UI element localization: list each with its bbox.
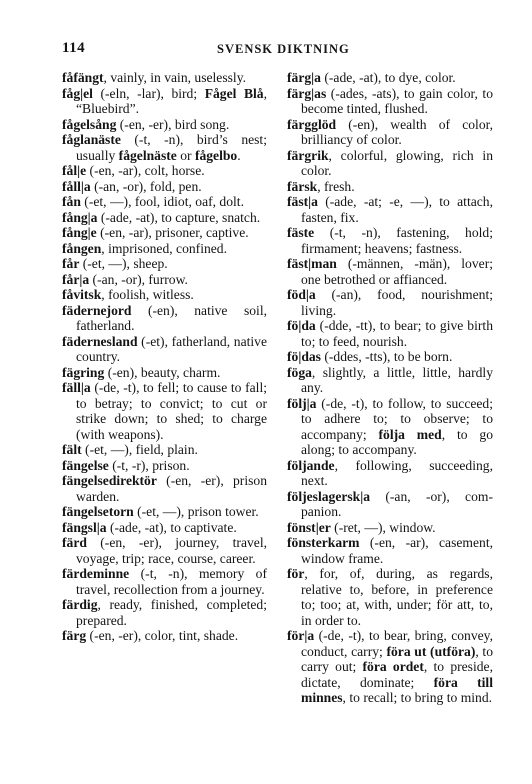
entry-headword: fö|das <box>287 349 321 364</box>
dictionary-entry <box>287 535 493 566</box>
dictionary-entry <box>62 179 267 195</box>
entry-headword: färd <box>62 535 87 550</box>
dictionary-entry <box>62 442 267 458</box>
entry-definition: (-dde, -tt), to bear; to give birth to; to feed, nourish. <box>301 318 493 349</box>
entry-headword: fången <box>62 240 102 256</box>
entry-definition: (-an, -or), companion. <box>301 488 493 519</box>
entry-definition: (-t, -n), fastening, hold; firmament; heavens; fastness. <box>301 225 493 256</box>
entry-definition: (-t, -n), memory of travel, recollection from a journey. <box>76 566 267 597</box>
entry-headword: föra ordet <box>362 659 424 674</box>
entry-headword: fäste <box>287 225 315 240</box>
entry-headword: fönsterkarm <box>287 535 360 550</box>
entry-headword: följa med <box>378 426 442 442</box>
entry-definition: (-eln, -lar), bird; <box>92 85 205 101</box>
dictionary-entry <box>287 225 493 256</box>
entry-headword: Fågel Blå <box>204 85 264 101</box>
entry-headword: fåglanäste <box>62 132 121 147</box>
dictionary-entry <box>62 535 267 566</box>
dictionary-entry <box>287 148 493 179</box>
dictionary-entry <box>287 256 493 287</box>
dictionary-entry <box>62 380 267 442</box>
entry-definition: (-et, —), sheep. <box>79 256 168 271</box>
dictionary-entry <box>62 86 267 117</box>
dictionary-entry <box>62 256 267 272</box>
dictionary-entry <box>62 628 267 644</box>
entry-headword: fägring <box>62 364 105 380</box>
entry-definition: (-an), food, nourishment; living. <box>301 287 493 318</box>
entry-definition: (-an, -or), fold, pen. <box>90 178 202 194</box>
entry-definition: (-en, -er), prison warden. <box>76 473 267 504</box>
dictionary-entry <box>62 287 267 303</box>
entry-headword: föra ut (utföra) <box>386 643 476 659</box>
entry-definition: (-en), beauty, charm. <box>104 364 221 380</box>
entry-definition: (-en, -er), journey, travel, voyage, trip; race, course, career. <box>76 535 267 566</box>
entry-headword: fån <box>62 194 81 209</box>
dictionary-entry <box>62 458 267 474</box>
entry-definition: , to recall; to bring to mind. <box>342 690 493 705</box>
entry-headword: fädernesland <box>62 333 138 349</box>
dictionary-entry <box>287 628 493 706</box>
right-column <box>287 70 493 706</box>
entry-definition: (-et, —), field, plain. <box>81 442 198 457</box>
entry-definition: (-ade, -at; -e, —), to attach, fasten, fix. <box>301 194 493 225</box>
dictionary-entry <box>287 349 493 365</box>
entry-headword: föd|a <box>287 287 316 302</box>
entry-headword: fängelsetorn <box>62 504 134 519</box>
entry-headword: fågelbo <box>194 147 238 163</box>
entry-definition: (-ddes, -tts), to be born. <box>320 349 453 364</box>
entry-headword: fäst|a <box>287 194 318 209</box>
entry-definition: (-ade, -at), to capture, snatch. <box>97 209 261 225</box>
dictionary-entry <box>62 365 267 381</box>
dictionary-entry <box>62 597 267 628</box>
entry-definition: (-de, -t), to follow, to succeed; to adhere to; to observe; to accompany; <box>301 395 493 442</box>
entry-headword: fängelsedirektör <box>62 473 157 488</box>
entry-definition: (-en, -er), bird song. <box>116 116 230 132</box>
entry-definition: (-en), wealth of color, brilliancy of color. <box>301 116 493 147</box>
entry-headword: följande <box>287 457 335 473</box>
entry-definition: (-t, -r), prison. <box>108 457 190 473</box>
entry-definition: , foolish, witless. <box>101 287 194 302</box>
entry-definition: , vainly, in vain, uselessly. <box>103 70 247 85</box>
dictionary-entry <box>287 520 493 536</box>
entry-definition: , following, succeeding, next. <box>301 457 493 488</box>
entry-definition: (-männen, -män), lover; one betrothed or affianced. <box>301 256 493 287</box>
entry-headword: för <box>287 566 305 581</box>
page-header <box>62 40 490 62</box>
entry-headword: fåll|a <box>62 178 91 194</box>
entry-definition: (-en, -ar), prisoner, captive. <box>96 225 249 240</box>
entry-definition: (-et), fatherland, native country. <box>76 333 267 364</box>
dictionary-entry <box>287 117 493 148</box>
entry-definition: (-an, -or), furrow. <box>89 271 188 287</box>
dictionary-entry <box>62 303 267 334</box>
entry-definition: , fresh. <box>317 178 355 194</box>
entry-definition: (-ade, -at), to captivate. <box>106 519 237 535</box>
entry-headword: följ|a <box>287 395 317 411</box>
entry-definition: , ready, finished, completed; prepared. <box>76 597 267 628</box>
entry-definition: (-et, —), prison tower. <box>133 504 259 519</box>
page-number: 114 <box>62 40 86 56</box>
entry-definition: , colorful, glowing, rich in color. <box>301 147 493 178</box>
entry-definition: (-de, -t), to fell; to cause to fall; to betray; to convict; to cut or strike down; to shed; to charge (with weapons). <box>76 380 267 442</box>
entry-definition: , for, of, during, as regards, relative to, before, in preference to; too; at, with, under; för att, to, in order to. <box>301 566 493 628</box>
entry-definition: or <box>176 147 195 163</box>
entry-definition: . <box>237 147 241 163</box>
dictionary-entry <box>62 272 267 288</box>
entry-definition: (-ades, -ats), to gain color, to become tinted, flushed. <box>301 85 493 116</box>
entry-headword: följeslagersk|a <box>287 488 371 504</box>
dictionary-entry <box>62 132 267 163</box>
entry-headword: föga <box>287 364 312 380</box>
entry-definition: , to go along; to accompany. <box>301 426 493 457</box>
dictionary-entry <box>287 194 493 225</box>
dictionary-entry <box>287 318 493 349</box>
entry-headword: fågelnäste <box>118 147 177 163</box>
entry-definition: (-en, -ar), colt, horse. <box>86 163 205 178</box>
entry-headword: får|a <box>62 271 90 287</box>
dictionary-entry <box>287 179 493 195</box>
dictionary-entry <box>62 163 267 179</box>
dictionary-entry <box>287 287 493 318</box>
entry-definition: , “Bluebird”. <box>76 85 267 116</box>
entry-headword: färgglöd <box>287 116 337 132</box>
entry-headword: fäll|a <box>62 380 91 395</box>
entry-headword: fö|da <box>287 318 316 333</box>
entry-definition: (-en, -ar), casement, window frame. <box>301 535 493 566</box>
dictionary-entry <box>287 489 493 520</box>
entry-definition: (-en, -er), color, tint, shade. <box>86 628 239 643</box>
entry-definition: (-ade, -at), to dye, color. <box>320 70 456 85</box>
entry-headword: färgrik <box>287 147 329 163</box>
entry-definition: (-et, —), fool, idiot, oaf, dolt. <box>80 194 244 209</box>
entry-definition: , to carry out; <box>301 643 494 674</box>
entry-headword: färg|as <box>287 85 327 101</box>
entry-headword: fåfängt <box>62 70 104 85</box>
entry-headword: fält <box>62 442 82 457</box>
entry-headword: fång|e <box>62 225 97 240</box>
dictionary-entry <box>62 473 267 504</box>
dictionary-entry <box>62 334 267 365</box>
entry-definition: (-de, -t), to bear, bring, convey, conduct, carry; <box>301 628 493 659</box>
dictionary-entry <box>62 225 267 241</box>
entry-definition: (-ret, —), window. <box>330 519 436 535</box>
entry-headword: färg <box>62 628 87 643</box>
entry-headword: fönst|er <box>287 519 331 535</box>
entry-definition: (-en), native soil, fatherland. <box>76 302 267 333</box>
entry-headword: fädernejord <box>62 302 132 318</box>
entry-headword: fängsl|a <box>62 519 107 535</box>
entry-headword: fål|e <box>62 163 87 178</box>
running-head: SVENSK DIKTNING <box>217 42 350 56</box>
entry-headword: fågelsång <box>62 116 117 132</box>
dictionary-entry <box>62 117 267 133</box>
dictionary-entry <box>287 70 493 86</box>
entry-definition: , imprisoned, confined. <box>101 240 227 256</box>
dictionary-entry <box>62 566 267 597</box>
entry-headword: färg|a <box>287 70 321 85</box>
left-column <box>62 70 267 644</box>
dictionary-entry <box>287 86 493 117</box>
entry-headword: färdig <box>62 597 98 612</box>
dictionary-entry <box>62 210 267 226</box>
dictionary-entry <box>62 194 267 210</box>
dictionary-entry <box>62 520 267 536</box>
dictionary-entry <box>287 566 493 628</box>
entry-definition: (-t, -n), bird’s nest; usually <box>76 132 267 163</box>
entry-headword: för|a <box>287 628 315 643</box>
entry-definition: , slightly, a little, little, hardly any. <box>301 364 493 395</box>
entry-definition: , to preside, dictate, dominate; <box>301 659 493 690</box>
entry-headword: fäst|man <box>287 256 337 271</box>
entry-headword: färsk <box>287 178 318 194</box>
entry-headword: får <box>62 256 80 271</box>
entry-headword: fåvitsk <box>62 287 102 302</box>
dictionary-entry <box>62 70 267 86</box>
entry-headword: färdeminne <box>62 566 130 581</box>
dictionary-entry <box>287 365 493 396</box>
entry-headword: fång|a <box>62 209 98 225</box>
dictionary-entry <box>287 458 493 489</box>
entry-headword: föra till minnes <box>301 674 493 705</box>
entry-headword: fåg|el <box>62 85 93 101</box>
entry-headword: fängelse <box>62 457 109 473</box>
dictionary-entry <box>62 504 267 520</box>
dictionary-entry <box>62 241 267 257</box>
dictionary-entry <box>287 396 493 458</box>
